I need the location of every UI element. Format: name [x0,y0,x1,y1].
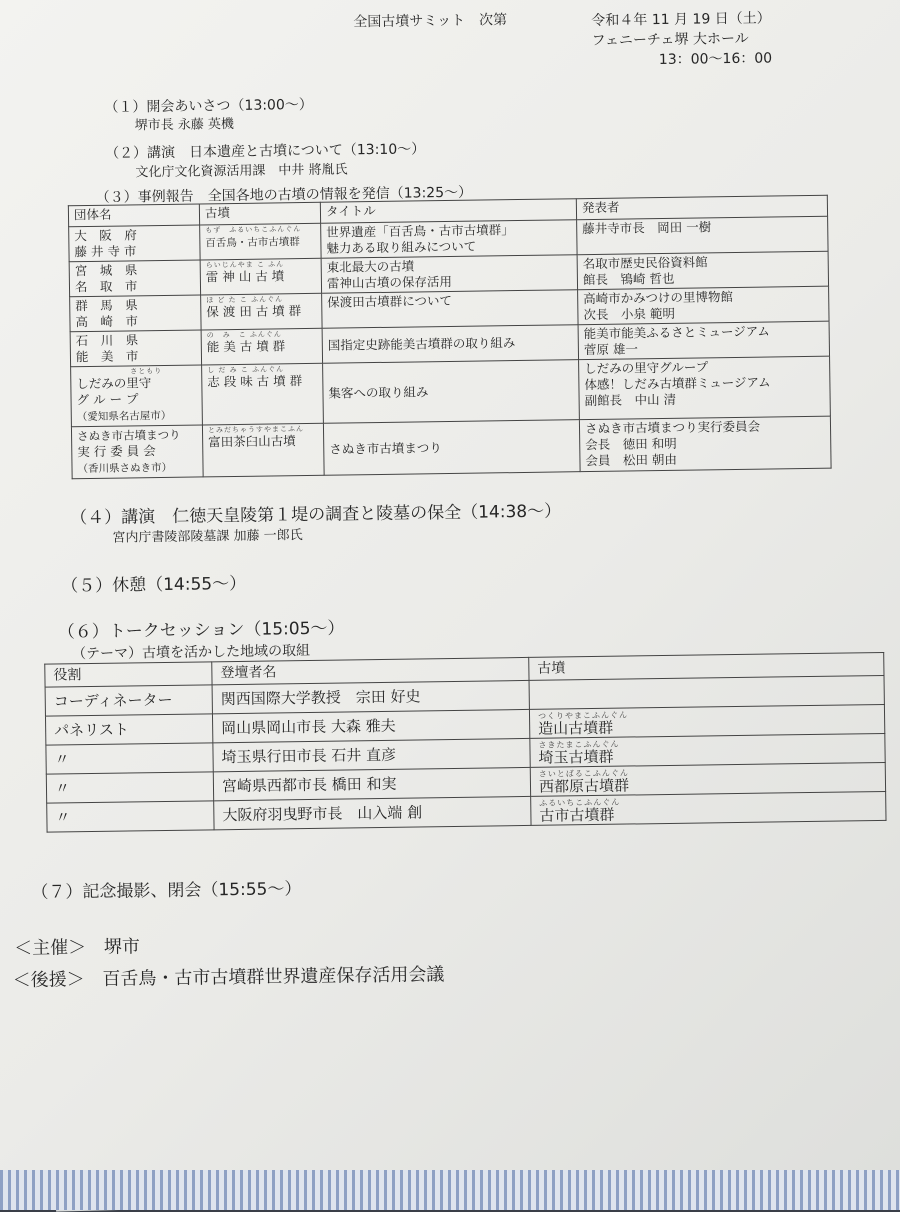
document-title: 全国古墳サミット 次第 [353,12,508,31]
kofun-ruby: の み こ ふんぐん [206,330,282,340]
organizer-line [14,932,140,960]
support-line [12,960,444,992]
kofun-ruby: とみだちゃうすやまこふん [207,425,305,435]
case-report-table [68,195,832,480]
kofun-name: 造山古墳群 [538,718,614,738]
title-line: 雷神山古墳の保存活用 [326,273,453,291]
org-line: しだみの里守 [76,375,152,392]
org-line: 藤 井 寺 市 [74,243,137,260]
title-line: 世界遺産「百舌鳥・古市古墳群」 [326,222,514,240]
role-cell: パネリスト [45,714,212,745]
kofun-cell [531,791,886,825]
org-cell [70,295,201,332]
presenter-line: 藤井寺市長 岡田 一樹 [582,219,712,237]
title-line: 集客への取り組み [328,383,429,401]
program-item-4-speaker: 宮内庁書陵部陵墓課 加藤 一郎氏 [112,528,303,546]
kofun-ruby: もず ふるいちこふんぐん [205,225,302,235]
kofun-ruby: らいじんやま こ ふん [205,260,285,270]
kofun-cell [202,363,324,425]
header-title: タイトル [320,199,576,224]
org-ruby: さともり [130,367,163,376]
talk-session-table [44,652,886,833]
header-kofun: 古墳 [529,652,884,680]
org-line: 大 阪 府 [74,227,137,244]
presenter-cell [579,356,831,419]
table-row [71,416,831,479]
header-speaker: 登壇者名 [212,657,529,684]
program-item-1: （１）開会あいさつ（13:00〜） [104,96,313,116]
title-cell [323,420,580,476]
speaker-cell: 関西国際大学教授 宗田 好史 [212,680,529,713]
talk-theme: （テーマ）古墳を活かした地域の取組 [72,642,311,663]
role-cell: 〃 [46,743,213,774]
org-cell [71,365,203,427]
event-date: 令和４年 11 月 19 日（土） [591,10,771,29]
support-label: ＜後援＞ [12,969,85,992]
presenter-cell [577,251,828,290]
presenter-line: 菅原 雄一 [583,341,638,358]
presenter-line: 体感！しだみ古墳群ミュージアム [584,374,771,393]
kofun-name: 埼玉古墳群 [538,747,614,767]
title-cell [322,290,578,329]
presenter-line: 会員 松田 朝由 [585,451,678,469]
speaker-cell: 埼玉県行田市長 石井 直彦 [213,738,530,771]
title-cell [321,255,577,294]
event-venue: フェニーチェ堺 大ホール [591,30,749,49]
kofun-cell [201,293,322,330]
org-line: （愛知県名古屋市） [76,409,172,424]
kofun-ruby: ふるいちこふんぐん [539,797,621,808]
header-kofun: 古墳 [199,202,320,225]
kofun-ruby: さいとばるこふんぐん [538,768,629,779]
org-line: グ ル ー プ [76,391,139,408]
org-line: 群 馬 県 [75,297,138,314]
presenter-cell [579,416,831,471]
kofun-ruby: つくりやまこふんぐん [537,710,629,721]
org-line: 能 美 市 [75,348,139,365]
kofun-cell [200,223,321,260]
presenter-line: 副館長 中山 清 [584,391,677,409]
org-line: さぬき市古墳まつり [76,427,181,444]
kofun-ruby [538,690,876,695]
speaker-cell: 岡山県岡山市長 大森 雅夫 [212,709,529,742]
kofun-cell [200,258,321,295]
kofun-name: 古市古墳群 [539,805,615,825]
kofun-ruby: さきたまこふんぐん [538,739,620,750]
speaker-cell: 大阪府羽曳野市長 山入端 創 [214,796,531,829]
program-item-2: （２）講演 日本遺産と古墳について（13:10〜） [105,141,426,162]
presenter-line: 名取市歴史民俗資料館 [582,254,708,272]
presenter-cell [577,216,828,255]
kofun-name: 志 段 味 古 墳 群 [207,373,303,390]
title-line: さぬき市古墳まつり [329,439,442,457]
role-cell: 〃 [47,801,214,832]
org-cell [70,330,201,367]
kofun-ruby: し だ み こ ふんぐん [207,365,285,375]
org-cell [69,260,200,297]
presenter-line: さぬき市古墳まつり実行委員会 [584,418,761,437]
header-role: 役割 [45,662,212,687]
role-cell: コーディネーター [45,685,212,716]
program-item-4: （４）講演 仁徳天皇陵第１堤の調査と陵墓の保全（14:38〜） [70,501,562,529]
program-item-2-speaker: 文化庁文化資源活用課 中井 將胤氏 [135,162,348,181]
kofun-name: 百舌鳥・古市古墳群 [205,236,300,250]
organizer-name: 堺市 [103,936,141,958]
kofun-ruby: ほ ど た こ ふんぐん [206,295,284,305]
kofun-name: 西都原古墳群 [538,776,630,796]
presenter-line: 館長 鴇崎 哲也 [582,270,675,288]
kofun-cell [201,328,322,365]
presenter-cell [578,321,829,360]
header-presenter: 発表者 [576,195,827,220]
title-line: 東北最大の古墳 [326,258,415,275]
kofun-name: 雷 神 山 古 墳 [205,268,285,285]
program-item-5: （５）休憩（14:55〜） [61,573,247,597]
program-item-1-speaker: 堺市長 永藤 英機 [134,116,235,134]
kofun-name: 能 美 古 墳 群 [206,338,286,355]
support-name: 百舌鳥・古市古墳群世界遺産保存活用会議 [102,964,445,990]
title-cell [323,360,580,424]
header-org: 団体名 [68,204,199,227]
program-item-3: （３）事例報告 全国各地の古墳の情報を発信（13:25〜） [95,184,473,206]
org-line: 石 川 県 [75,332,139,349]
org-cell [69,225,200,262]
org-line: 名 取 市 [74,278,138,295]
title-line: 保渡田古墳群について [327,292,453,310]
presenter-line: 次長 小泉 範明 [583,305,676,323]
speaker-cell: 宮崎県西都市長 橋田 和実 [213,767,530,800]
kofun-name: 保 渡 田 古 墳 群 [206,303,302,320]
table-row [71,356,831,427]
kofun-name: 富田茶臼山古墳 [208,433,296,450]
presenter-line: 会長 徳田 和明 [585,435,677,453]
org-line: （香川県さぬき市） [77,461,173,476]
kofun-cell [202,423,324,477]
title-line: 国指定史跡能美古墳群の取り組み [327,335,516,353]
title-cell [321,220,577,259]
org-line: 高 崎 市 [75,313,139,330]
organizer-label: ＜主催＞ [14,937,87,960]
program-item-6: （６）トークセッション（15:05〜） [57,618,345,643]
presenter-cell [578,286,829,325]
title-cell [322,325,578,364]
presenter-line: 能美市能美ふるさとミュージアム [583,323,770,342]
org-line: 宮 城 県 [74,262,138,279]
title-line: 魅力ある取り組みについて [326,238,477,256]
event-time: 13：00〜16：00 [658,50,773,69]
role-cell: 〃 [46,772,213,803]
presenter-line: 高崎市かみつけの里博物館 [583,289,734,307]
org-cell [71,425,203,479]
program-item-7: （７）記念撮影、閉会（15:55〜） [31,879,302,903]
org-line: 実 行 委 員 会 [77,443,156,460]
presenter-line: しだみの里守グループ [584,359,709,377]
